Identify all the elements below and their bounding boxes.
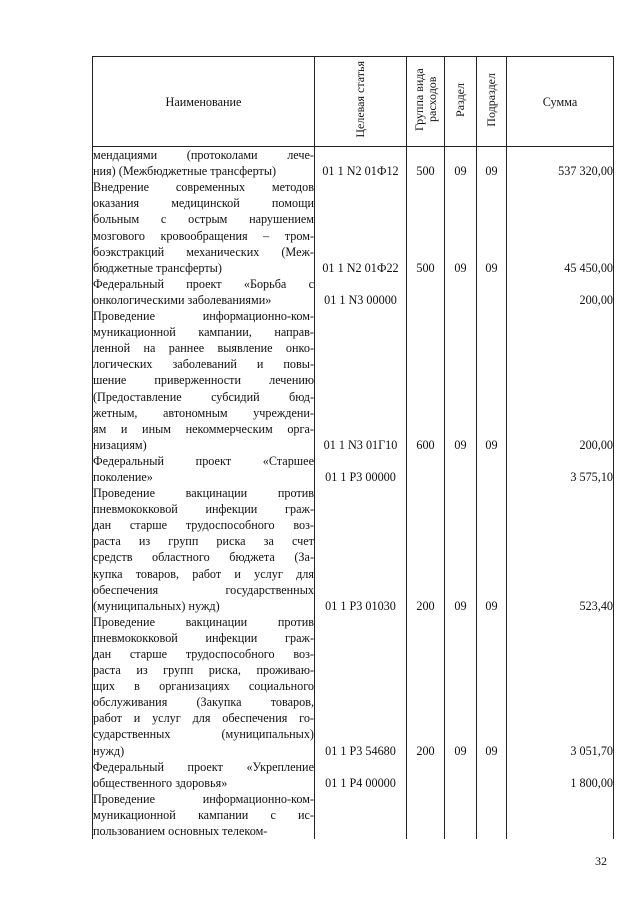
row-sum: 523,40 <box>579 598 613 613</box>
row-subsection: 09 <box>485 598 498 613</box>
name-line: шение приверженности лечению <box>93 373 314 388</box>
row-sum-cell <box>507 485 614 614</box>
name-line: логических заболеваний и повы- <box>93 357 314 372</box>
table-row <box>93 147 614 180</box>
name-line: Проведение информационно-ком- <box>93 309 314 324</box>
name-line: дан старше трудоспособного воз- <box>93 518 314 533</box>
row-code: 01 1 P3 01030 <box>325 598 396 613</box>
name-line: нужд) <box>93 743 125 758</box>
page-number: 32 <box>595 854 607 868</box>
row-sum-cell <box>507 791 614 839</box>
row-group: 600 <box>416 437 435 452</box>
name-line: мендациями (протоколами лече- <box>93 148 314 163</box>
row-section-cell <box>445 276 477 308</box>
row-section-cell <box>445 147 477 180</box>
name-line: пневмококковой инфекции граж- <box>93 630 314 645</box>
table-row <box>93 308 614 453</box>
name-line: пользованием основных телеком- <box>93 824 268 839</box>
name-line: жетным, автономным учреждени- <box>93 405 314 420</box>
row-subsection: 09 <box>485 437 498 452</box>
row-subsection-cell <box>477 276 507 308</box>
row-sum-cell <box>507 308 614 453</box>
row-subsection-cell <box>477 453 507 485</box>
row-sum: 1 800,00 <box>570 775 613 790</box>
row-sum-cell <box>507 276 614 308</box>
row-section: 09 <box>454 598 467 613</box>
table-row <box>93 759 614 791</box>
row-group-cell <box>407 308 445 453</box>
row-section-cell <box>445 485 477 614</box>
name-line: раста из групп риска, проживаю- <box>93 663 314 678</box>
name-line: Проведение информационно-ком- <box>93 791 314 806</box>
row-section-cell <box>445 614 477 759</box>
row-sum: 3 051,70 <box>570 743 613 758</box>
row-code: 01 1 N2 01Ф22 <box>322 260 399 275</box>
name-line: Проведение вакцинации против <box>93 486 314 501</box>
name-line: Федеральный проект «Старшее <box>93 453 314 468</box>
row-section-cell <box>445 453 477 485</box>
row-subsection-cell <box>477 759 507 791</box>
header-group: Группа вида расходов <box>407 57 445 147</box>
row-subsection: 09 <box>485 743 498 758</box>
name-line: Проведение вакцинации против <box>93 614 314 629</box>
row-subsection-cell <box>477 147 507 180</box>
name-line: мозгового кровообращения – тром- <box>93 228 314 243</box>
name-line: дан старше трудоспособного воз- <box>93 647 314 661</box>
name-line: пневмококковой инфекции граж- <box>93 502 314 517</box>
row-code: 01 1 P3 54680 <box>325 743 396 758</box>
name-line: работ и услуг для обеспечения го- <box>93 711 314 726</box>
name-line: общественного здоровья» <box>93 775 228 790</box>
row-code-cell <box>315 308 407 453</box>
name-line: обслуживания (Закупка товаров, <box>93 695 314 710</box>
row-group-cell <box>407 791 445 839</box>
row-group-cell <box>407 147 445 180</box>
row-section: 09 <box>454 164 467 179</box>
row-group-cell <box>407 759 445 791</box>
row-group-cell <box>407 485 445 614</box>
row-code: 01 1 N3 00000 <box>324 292 397 307</box>
row-name <box>93 759 315 791</box>
name-line: муникационной кампании с ис- <box>93 807 314 822</box>
name-line: (Предоставление субсидий бюд- <box>93 389 314 404</box>
name-line: ленной на раннее выявление онко- <box>93 341 314 356</box>
row-code-cell <box>315 147 407 180</box>
row-sum-cell <box>507 147 614 180</box>
row-section-cell <box>445 308 477 453</box>
row-name <box>93 791 315 839</box>
name-line: низациям) <box>93 437 147 452</box>
header-section: Раздел <box>445 57 477 147</box>
row-code: 01 1 P4 00000 <box>325 775 396 790</box>
name-line: ям и иным некоммерческим орга- <box>93 421 314 436</box>
header-sum: Сумма <box>507 57 614 147</box>
row-group-cell <box>407 453 445 485</box>
row-sum: 45 450,00 <box>564 260 613 275</box>
header-target: Целевая статья <box>315 57 407 147</box>
name-line: купка товаров, работ и услуг для <box>93 566 314 581</box>
table-row <box>93 485 614 614</box>
name-line: средств областного бюджета (За- <box>93 550 314 565</box>
row-sum: 3 575,10 <box>570 469 613 484</box>
row-sum-cell <box>507 453 614 485</box>
row-group: 200 <box>416 598 435 613</box>
name-line: раста из групп риска за счет <box>93 534 314 549</box>
name-line: щих в организациях социального <box>93 679 314 694</box>
name-line: больным с острым нарушением <box>93 212 314 227</box>
row-section-cell <box>445 791 477 839</box>
row-name <box>93 485 315 614</box>
row-section: 09 <box>454 437 467 452</box>
row-subsection-cell <box>477 179 507 276</box>
row-name <box>93 147 315 180</box>
name-line: обеспечения государственных <box>93 582 314 597</box>
name-line: оказания медицинской помощи <box>93 196 314 211</box>
table-row <box>93 791 614 839</box>
row-sum-cell <box>507 759 614 791</box>
row-group: 500 <box>416 164 435 179</box>
row-subsection-cell <box>477 485 507 614</box>
row-group-cell <box>407 614 445 759</box>
row-subsection-cell <box>477 614 507 759</box>
name-line: (муниципальных) нужд) <box>93 598 220 613</box>
budget-table <box>92 56 614 839</box>
header-name: Наименование <box>93 57 315 147</box>
row-sum: 200,00 <box>579 437 613 452</box>
table-row <box>93 453 614 485</box>
row-sum: 537 320,00 <box>558 164 613 179</box>
row-code: 01 1 P3 00000 <box>325 469 396 484</box>
name-line: онкологическими заболеваниями» <box>93 292 272 307</box>
name-line: боэкстракций механических (Меж- <box>93 244 314 259</box>
name-line: Федеральный проект «Борьба с <box>93 276 314 291</box>
row-code-cell <box>315 759 407 791</box>
name-line: сударственных (муниципальных) <box>93 727 314 742</box>
row-section: 09 <box>454 743 467 758</box>
row-code-cell <box>315 485 407 614</box>
row-subsection-cell <box>477 308 507 453</box>
row-code-cell <box>315 453 407 485</box>
row-sum: 200,00 <box>579 292 613 307</box>
row-sum-cell <box>507 614 614 759</box>
row-code-cell <box>315 276 407 308</box>
header-subsection: Подраздел <box>477 57 507 147</box>
row-section-cell <box>445 759 477 791</box>
row-group-cell <box>407 276 445 308</box>
row-section-cell <box>445 179 477 276</box>
row-code-cell <box>315 614 407 759</box>
row-subsection: 09 <box>485 164 498 179</box>
row-subsection-cell <box>477 791 507 839</box>
row-subsection: 09 <box>485 260 498 275</box>
table-row <box>93 276 614 308</box>
row-code: 01 1 N3 01Г10 <box>323 437 398 452</box>
row-name <box>93 276 315 308</box>
name-line: Внедрение современных методов <box>93 180 314 195</box>
row-code-cell <box>315 179 407 276</box>
row-code-cell <box>315 791 407 839</box>
name-line: поколение» <box>93 469 153 484</box>
row-group: 500 <box>416 260 435 275</box>
row-name <box>93 179 315 276</box>
row-group: 200 <box>416 743 435 758</box>
row-name <box>93 614 315 759</box>
name-line: Федеральный проект «Укрепление <box>93 759 314 774</box>
table-row <box>93 614 614 759</box>
table-header-row <box>93 57 614 147</box>
table-row <box>93 179 614 276</box>
row-sum-cell <box>507 179 614 276</box>
table-body <box>93 147 614 840</box>
name-line: ния) (Межбюджетные трансферты) <box>93 164 277 179</box>
row-name <box>93 453 315 485</box>
row-code: 01 1 N2 01Ф12 <box>322 164 399 179</box>
name-line: муникационной кампании, направ- <box>93 325 314 340</box>
row-group-cell <box>407 179 445 276</box>
row-name <box>93 308 315 453</box>
row-section: 09 <box>454 260 467 275</box>
name-line: бюджетные трансферты) <box>93 260 222 275</box>
